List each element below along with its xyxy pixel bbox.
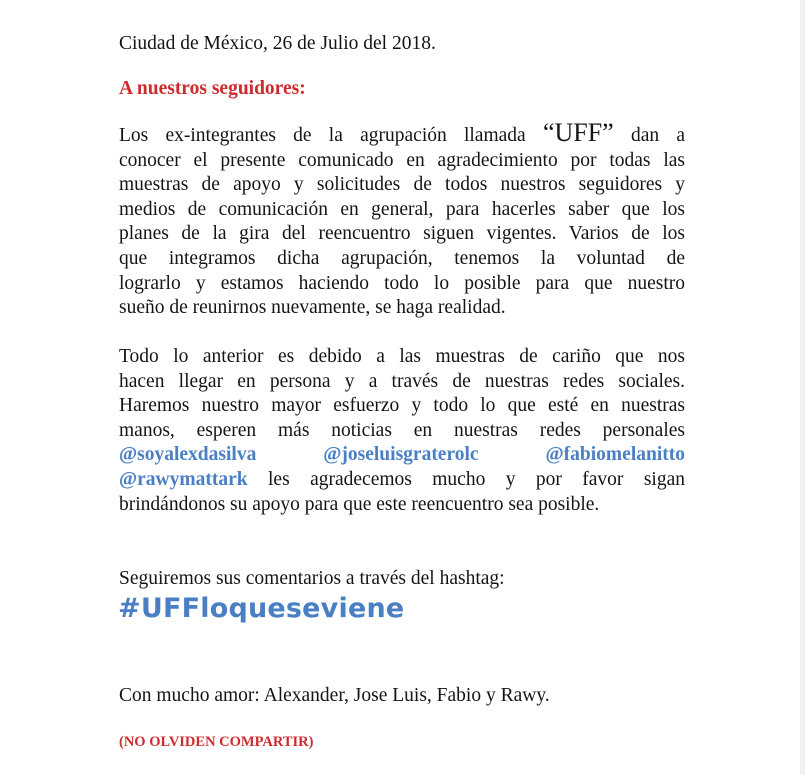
paragraph-line: conocer el presente comunicado en agradecimiento por todas las	[119, 149, 685, 171]
paragraph-thanks	[119, 345, 685, 517]
handle-rawymattark[interactable]: @rawymattark	[119, 468, 248, 490]
paragraph-line: sueño de reunirnos nuevamente, se haga realidad.	[119, 297, 506, 319]
date-line: Ciudad de México, 26 de Julio del 2018.	[119, 33, 436, 54]
paragraph-line: medios de comunicación en general, para hacerles saber que los	[119, 198, 685, 220]
paragraph-line: hacen llegar en persona y a través de nuestras redes sociales.	[119, 370, 685, 392]
line-text: Los ex-integrantes de la agrupación llamada	[119, 125, 543, 146]
handle-joseluisgraterolc[interactable]: @joseluisgraterolc	[323, 444, 479, 466]
paragraph-line: lograrlo y estamos haciendo todo lo posible para que nuestro	[119, 272, 685, 294]
paragraph-line: Haremos nuestro mayor esfuerzo y todo lo que esté en nuestras	[119, 395, 685, 417]
paragraph-line: Todo lo anterior es debido a las muestras de cariño que nos	[119, 346, 685, 367]
group-name-quote: “UFF”	[542, 118, 614, 147]
share-note: (NO OLVIDEN COMPARTIR)	[119, 734, 314, 750]
handle-soyalexdasilva[interactable]: @soyalexdasilva	[119, 444, 257, 466]
paragraph-line: que integramos dicha agrupación, tenemos la voluntad de	[119, 247, 685, 269]
paragraph-line: planes de la gira del reencuentro siguen vigentes. Varios de los	[119, 223, 685, 245]
paragraph-line	[119, 468, 685, 493]
handles-line	[119, 443, 685, 468]
salutation-heading: A nuestros seguidores:	[119, 78, 306, 99]
paragraph-line: brindándonos su apoyo para que este reencuentro sea posible.	[119, 493, 600, 515]
handle-fabiomelanitto[interactable]: @fabiomelanitto	[545, 444, 685, 466]
hashtag-intro: Seguiremos sus comentarios a través del hashtag:	[119, 568, 505, 589]
paragraph-announcement	[119, 118, 685, 321]
paragraph-line: manos, esperen más noticias en nuestras redes personales	[119, 419, 685, 441]
page-edge	[800, 0, 805, 775]
hashtag[interactable]: #UFFloqueseviene	[118, 593, 405, 624]
line-text: les agradecemos mucho y por favor sigan	[247, 468, 685, 490]
paragraph-line: muestras de apoyo y solicitudes de todos nuestros seguidores y	[119, 174, 685, 196]
signoff: Con mucho amor: Alexander, Jose Luis, Fabio y Rawy.	[119, 685, 550, 706]
line-text: dan a	[613, 125, 685, 146]
paragraph-line	[119, 118, 685, 149]
